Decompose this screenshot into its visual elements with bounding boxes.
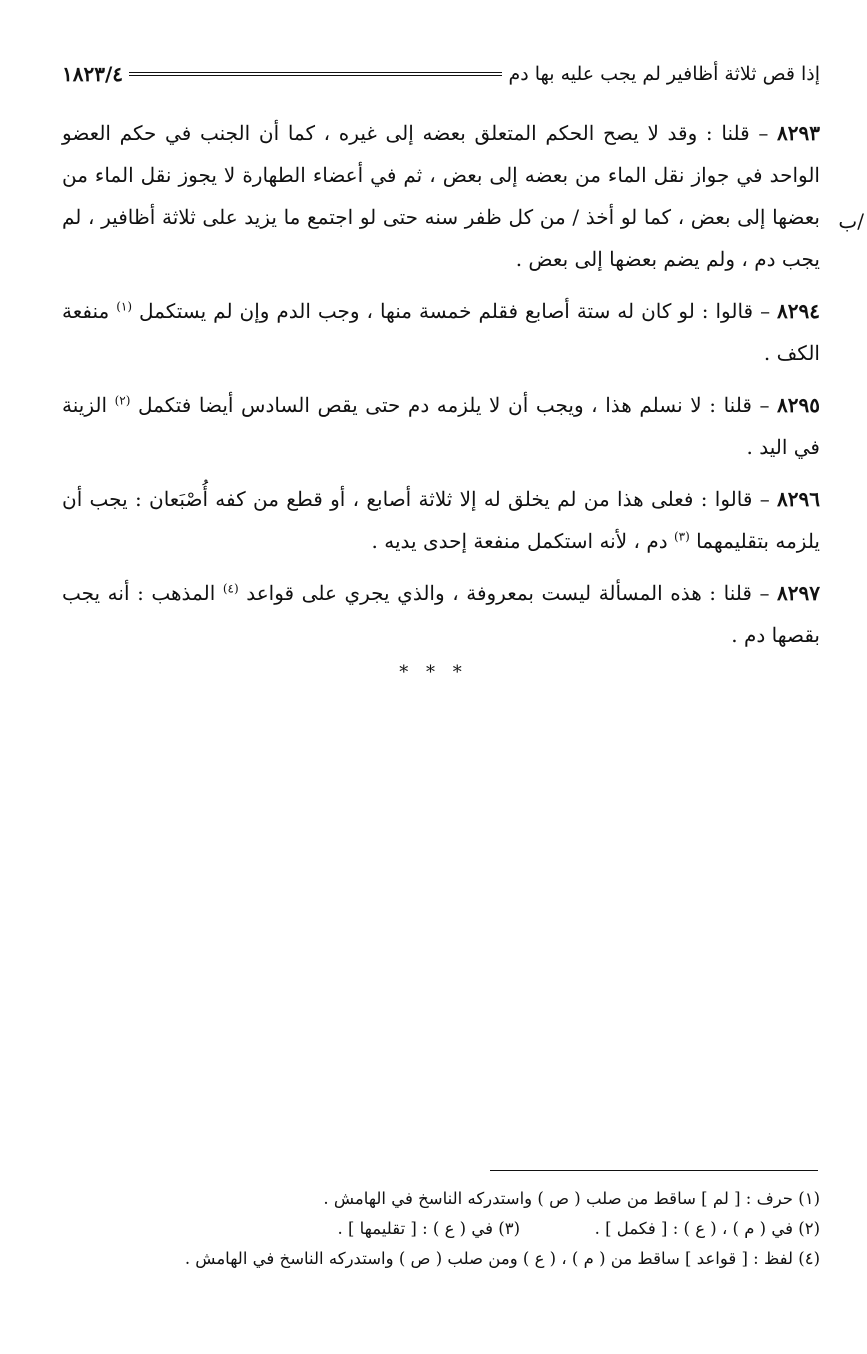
footnote-ref-1: (١): [116, 299, 133, 314]
paragraph-number: ٨٢٩٧: [777, 581, 821, 605]
paragraph-dash: –: [751, 581, 778, 605]
footnote-ref-2: (٢): [114, 393, 131, 408]
paragraph-text: المذهب : أنه يجب بقصها دم .: [62, 581, 820, 647]
paragraph-text: دم ، لأنه استكمل منفعة إحدى يديه .: [371, 529, 668, 553]
header-rule: [129, 72, 502, 76]
margin-folio-marker: /ب: [838, 209, 864, 233]
paragraph-dash: –: [751, 393, 778, 417]
paragraph-dash: –: [752, 487, 778, 511]
footnote-2: (٢) في ( م ) ، ( ع ) : [ فكمل ] .: [594, 1219, 820, 1238]
running-header: [62, 54, 820, 94]
paragraph-number: ٨٢٩٥: [777, 393, 821, 417]
paragraph-8293: [62, 112, 820, 280]
paragraph-text: قالوا : فعلى هذا من لم يخلق له إلا ثلاثة أصابع ، أو قطع من كفه أُصْبَعان : يجب أن يلزمه بتقليمهما: [62, 487, 820, 553]
paragraph-number: ٨٢٩٣: [777, 121, 821, 145]
footnote-ref-4: (٤): [222, 581, 239, 596]
paragraph-8294: [62, 290, 820, 374]
paragraph-text: قلنا : لا نسلم هذا ، ويجب أن لا يلزمه دم حتى يقص السادس أيضا فتكمل: [138, 393, 752, 417]
paragraph-text: منفعة الكف .: [62, 299, 820, 365]
paragraph-text: قلنا : هذه المسألة ليست بمعروفة ، والذي يجري على قواعد: [246, 581, 752, 605]
paragraph-dash: –: [749, 121, 778, 145]
footnote-ref-3: (٣): [673, 529, 690, 544]
footnote-row-2-3: [62, 1214, 820, 1244]
paragraph-number: ٨٢٩٤: [777, 299, 821, 323]
body-text: [62, 112, 820, 666]
footnote-3: (٣) في ( ع ) : [ تقليمها ] .: [337, 1219, 520, 1238]
paragraph-number: ٨٢٩٦: [777, 487, 820, 511]
footnote-1: (١) حرف : [ لم ] ساقط من صلب ( ص ) واستدركه الناسخ في الهامش .: [323, 1189, 820, 1208]
footnote-rule: [490, 1170, 818, 1171]
header-title: إذا قص ثلاثة أظافير لم يجب عليه بها دم: [508, 63, 820, 85]
paragraph-text: قالوا : لو كان له ستة أصابع فقلم خمسة منها ، وجب الدم وإن لم يستكمل: [139, 299, 754, 323]
paragraph-8297: [62, 572, 820, 656]
paragraph-text: قلنا : وقد لا يصح الحكم المتعلق بعضه إلى غيره ، كما أن الجنب في حكم العضو الواحد في جواز نقل الماء من بعضه إلى بعض ، ثم في أعضاء الطهارة لا يجوز نقل الماء من بعضها إلى بعض ، كما لو أخذ / من كل ظفر سنه حتى لو اجتمع ما يزيد على ثلاثة أظافير ، لم يجب دم ، ولم يضم بعضها إلى بعض .: [62, 121, 820, 271]
paragraph-dash: –: [753, 299, 778, 323]
section-separator: * * *: [399, 662, 468, 683]
footnotes: [62, 1184, 820, 1274]
paragraph-8295: [62, 384, 820, 468]
paragraph-8296: [62, 478, 820, 562]
paragraph-text: الزينة في اليد .: [62, 393, 820, 459]
page-number: ١٨٢٣/٤: [62, 62, 124, 86]
footnote-4: (٤) لفظ : [ قواعد ] ساقط من ( م ) ، ( ع ) ومن صلب ( ص ) واستدركه الناسخ في الهامش .: [184, 1249, 820, 1268]
